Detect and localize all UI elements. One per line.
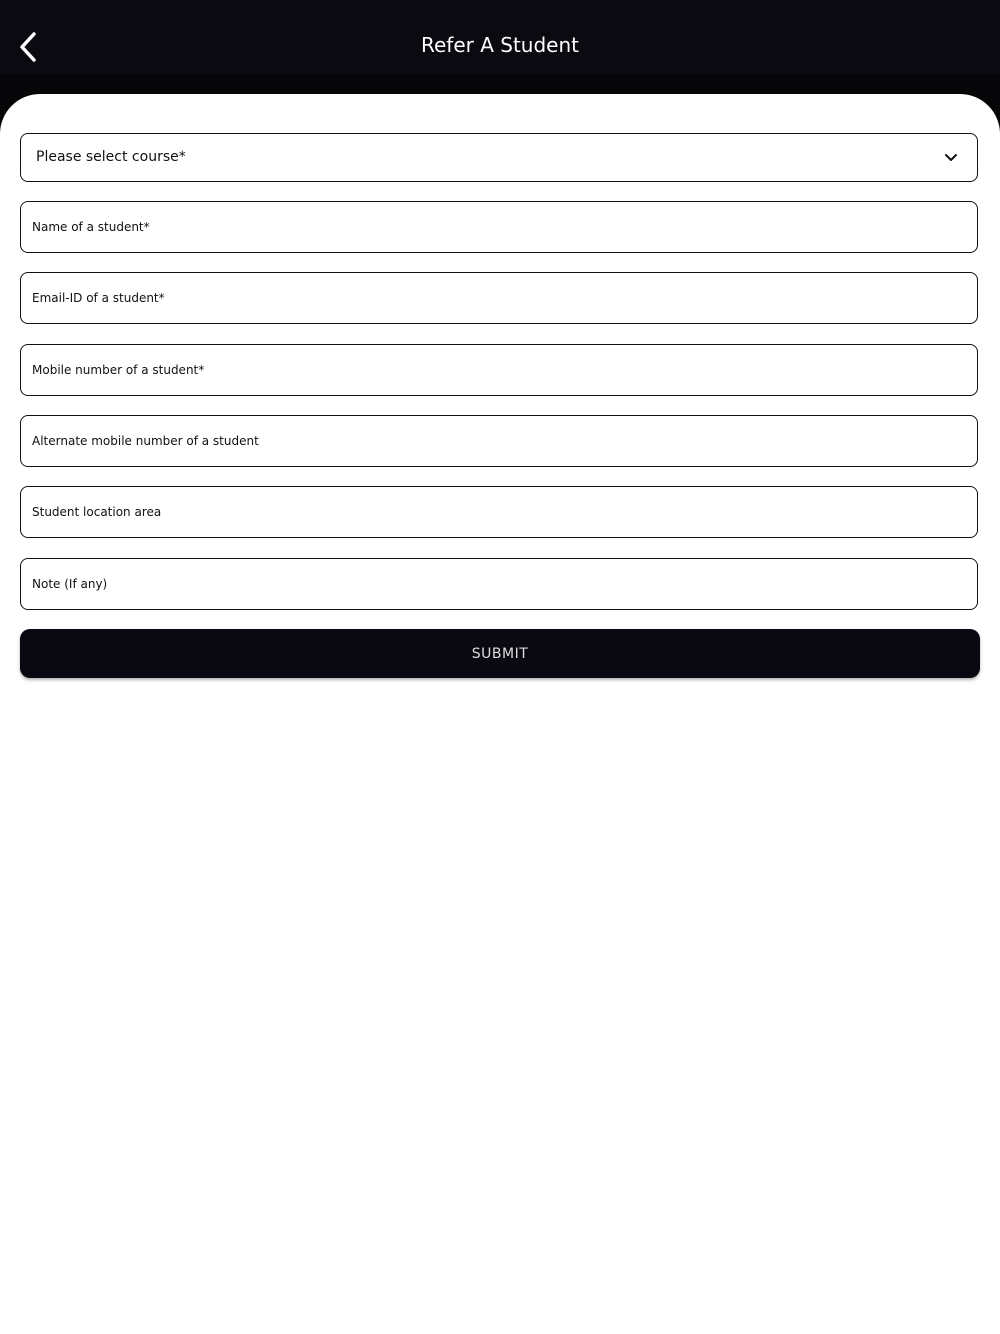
location-area-field[interactable] — [20, 486, 978, 538]
student-email-input[interactable] — [21, 273, 977, 323]
student-email-field[interactable] — [20, 272, 978, 324]
chevron-down-icon — [943, 150, 959, 166]
student-mobile-input[interactable] — [21, 345, 977, 395]
student-name-input[interactable] — [21, 202, 977, 252]
submit-button[interactable]: SUBMIT — [20, 629, 980, 678]
course-select-label: Please select course* — [36, 149, 186, 165]
note-field[interactable] — [20, 558, 978, 610]
app-header — [0, 0, 1000, 75]
location-area-input[interactable] — [21, 487, 977, 537]
note-input[interactable] — [21, 559, 977, 609]
alternate-mobile-input[interactable] — [21, 416, 977, 466]
alternate-mobile-field[interactable] — [20, 415, 978, 467]
page-title: Refer A Student — [421, 33, 579, 57]
student-mobile-field[interactable] — [20, 344, 978, 396]
course-select[interactable] — [20, 133, 978, 182]
student-name-field[interactable] — [20, 201, 978, 253]
